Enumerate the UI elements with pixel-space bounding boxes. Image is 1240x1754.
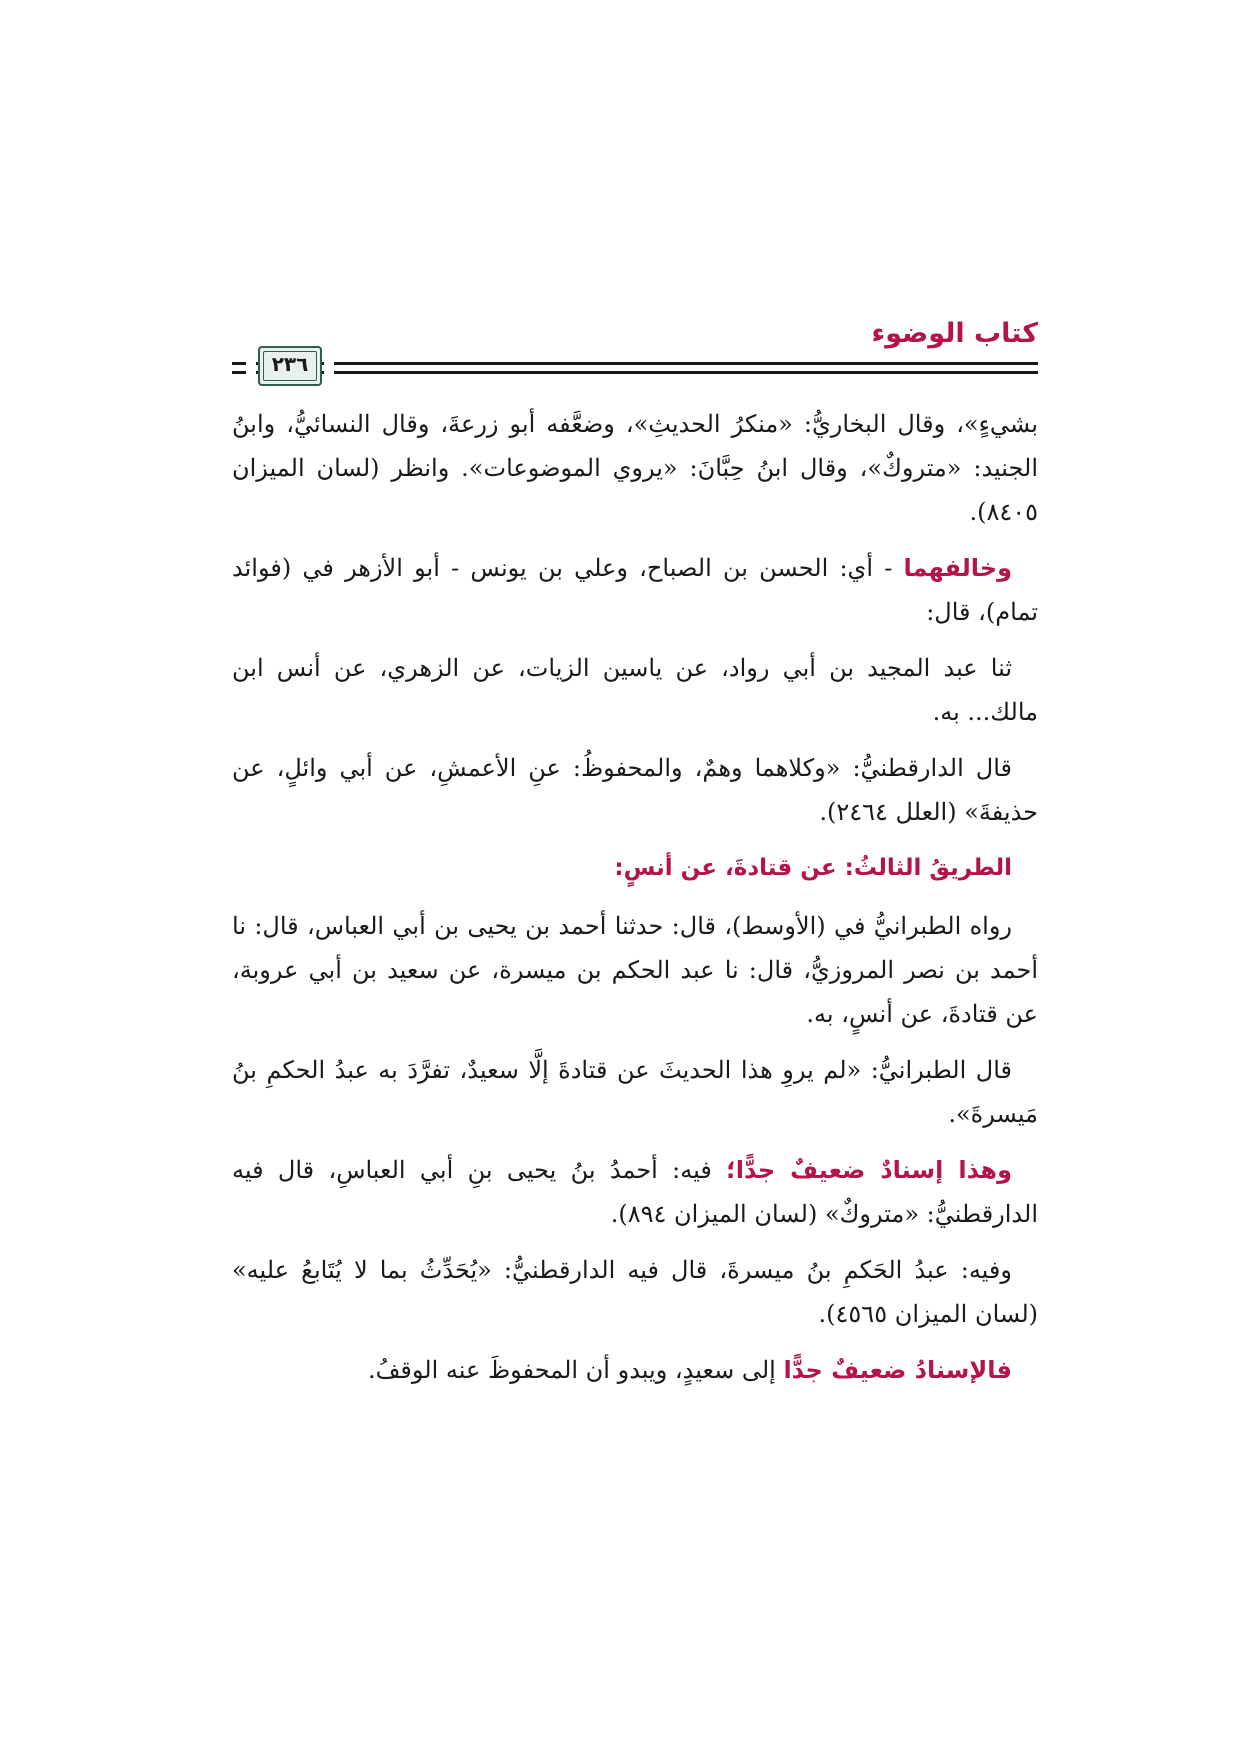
paragraph-3 (232, 646, 1038, 734)
paragraph-1 (232, 402, 1038, 534)
paragraph-2 (232, 546, 1038, 634)
paragraph-text: بشيءٍ»، وقال البخاريُّ: «منكرُ الحديثِ»، وضعَّفه أبو زرعةَ، وقال النسائيُّ، وابنُ الجنيد: «متروكٌ»، وقال ابنُ حِبَّانَ: «يروي الموضوعات». وانظر (لسان الميزان ٨٤٠٥). (232, 410, 1038, 526)
rule-gap-right (324, 358, 334, 378)
paragraph-6 (232, 1048, 1038, 1136)
paragraph-text: فيه: أحمدُ بنُ يحيى بنِ أبي العباسِ، قال فيه الدارقطنيُّ: «متروكٌ» (لسان الميزان ٨٩٤). (232, 1156, 1038, 1228)
header-rule-bottom (232, 371, 1038, 374)
page-header (232, 318, 1038, 390)
book-title: كتاب الوضوء (871, 318, 1038, 349)
paragraph-4 (232, 746, 1038, 834)
paragraph-text: قال الدارقطنيُّ: «وكلاهما وهمٌ، والمحفوظُ: عنِ الأعمشِ، عن أبي وائلٍ، عن حذيفةَ» (العلل ٢٤٦٤). (232, 754, 1038, 826)
paragraph-text: إلى سعيدٍ، ويبدو أن المحفوظَ عنه الوقفُ. (367, 1356, 784, 1384)
rule-gap-left (246, 358, 256, 378)
highlight-lead: فالإسنادُ ضعيفٌ جدًّا (783, 1356, 1012, 1384)
paragraph-text: - أي: الحسن بن الصباح، وعلي بن يونس - أبو الأزهر في (فوائد تمام)، قال: (232, 554, 1038, 626)
paragraph-9 (232, 1348, 1038, 1392)
paragraph-7 (232, 1148, 1038, 1236)
paragraph-5 (232, 904, 1038, 1036)
paragraph-text: قال الطبرانيُّ: «لم يروِ هذا الحديثَ عن قتادةَ إلَّا سعيدٌ، تفرَّدَ به عبدُ الحكمِ بنُ مَيسرةَ». (232, 1056, 1038, 1128)
paragraph-text: ثنا عبد المجيد بن أبي رواد، عن ياسين الزيات، عن الزهري، عن أنس ابن مالك... به. (232, 654, 1038, 726)
paragraph-text: رواه الطبرانيُّ في (الأوسط)، قال: حدثنا أحمد بن يحيى بن أبي العباس، قال: نا أحمد بن نصر المروزيُّ، قال: نا عبد الحكم بن ميسرة، عن سعيد بن أبي عروبة، عن قتادةَ، عن أنسٍ، به. (232, 912, 1038, 1028)
paragraph-8 (232, 1248, 1038, 1336)
header-rule-top (232, 362, 1038, 365)
page-body (232, 402, 1038, 1404)
page-number-frame (258, 346, 322, 386)
paragraph-text: وفيه: عبدُ الحَكمِ بنُ ميسرةَ، قال فيه الدارقطنيُّ: «يُحَدِّثُ بما لا يُتَابعُ عليه» (لسان الميزان ٤٥٦٥). (232, 1256, 1038, 1328)
page-number: ٢٣٦ (271, 352, 309, 376)
section-heading: الطريقُ الثالثُ: عن قتادةَ، عن أنسٍ: (614, 855, 1012, 881)
highlight-lead: وخالفهما (903, 554, 1012, 582)
highlight-lead: وهذا إسنادٌ ضعيفٌ جدًّا؛ (726, 1156, 1012, 1184)
